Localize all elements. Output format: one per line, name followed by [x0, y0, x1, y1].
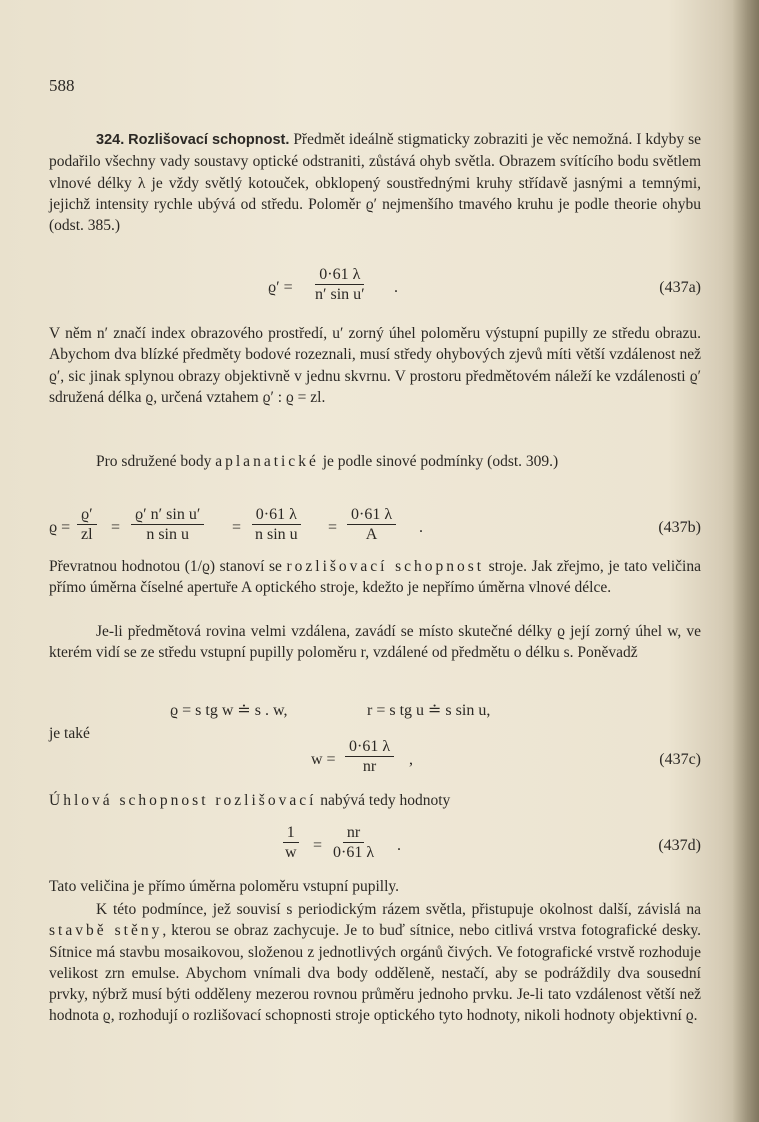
p8-spaced: stavbě stěny	[49, 922, 163, 940]
p3-spaced: aplanatické	[215, 453, 319, 470]
eq-b-equals-3: =	[328, 519, 338, 536]
eq-c-tail: ,	[409, 751, 413, 768]
eq-a-label: (437a)	[659, 279, 701, 296]
paragraph-3	[49, 451, 701, 472]
eq-b-equals-1: =	[111, 519, 121, 536]
section-intro	[49, 129, 701, 236]
p4-spaced: rozlišovací schopnost	[286, 558, 485, 575]
p3-after: je podle sinové podmínky (odst. 309.)	[322, 453, 559, 470]
eq-b-f1-num: ϱ′	[77, 505, 97, 525]
eq-c-denominator: nr	[362, 758, 377, 775]
eq-b-label: (437b)	[658, 519, 701, 536]
paragraph-5: Je-li předmětová rovina velmi vzdálena, zavádí se místo skutečné délky ϱ její zorný úhel w, ve kterém vidí se ze středu vstupní pupilly poloměru r, vzdálené od předmětu o délku s. Poněvadž	[49, 623, 701, 662]
p4-before: Převratnou hodnotou (1/ϱ) stanoví se	[49, 558, 282, 575]
p8-before: K této podmínce, jež souvisí s periodickým rázem světla, přistupuje okolnost další, závislá na	[96, 901, 701, 918]
eq-rel-right: r = s tg u ≐ s sin u,	[367, 702, 491, 719]
eq-a-lhs: ϱ′ =	[268, 279, 293, 296]
eq-b-f2-den: n sin u	[146, 526, 189, 543]
eq-d-f2-den: 0·61 λ	[333, 844, 375, 861]
eq-b-f1-den: zl	[81, 526, 93, 543]
paragraph-7: Tato veličina je přímo úměrna poloměru vstupní pupilly.	[49, 878, 400, 895]
section-intro-text: Předmět ideálně stigmaticky zobraziti je věc nemožná. I kdyby se podařilo všechny vady soustavy optické odstraniti, zůstává ohyb světla. Obrazem svítícího bodu světlem vlnové délky λ je vždy světlý kotouček, obklopený soustřednými kruhy střídavě jasnými a temnými, jejichž intensity rychle ubývá od středu. Poloměr ϱ′ nejmenšího tmavého kruhu je podle theorie ohybu (odst. 385.)	[49, 131, 701, 235]
p6-after: nabývá tedy hodnoty	[320, 792, 451, 809]
p6-spaced: Úhlová schopnost rozlišovací	[49, 792, 317, 809]
eq-d-fraction-1	[281, 823, 301, 862]
equation-437a	[49, 265, 701, 309]
eq-b-lhs: ϱ =	[49, 519, 71, 536]
eq-d-label: (437d)	[658, 837, 701, 854]
equation-437c	[49, 737, 701, 781]
eq-b-f4-den: A	[365, 526, 378, 543]
eq-d-equals: =	[313, 837, 323, 854]
eq-b-f3-num: 0·61 λ	[252, 505, 301, 525]
je-take-label: je také	[49, 725, 90, 742]
p8-after: , kterou se obraz zachycuje. Je to buď sítnice, nebo citlivá vrstva fotografické desky. Sítnice má stavbu mosaikovou, složenou z jednotlivých orgánů čivých. Ve fotografické vrstvě rozhoduje velikost zrn emulse. Abychom vnímali dva body odděleně, nestačí, aby se podráždily dva sousední prvky, nýbrž musí býti odděleny mezerou rovnou průměru jednoho prvku. Je-li tato vzdálenost větší než hodnota ϱ, rozhodují o rozlišovací schopnosti stroje optického tyto hodnoty, nikoli hodnoty objektivní ϱ.	[49, 922, 701, 1025]
eq-c-lhs: w =	[311, 751, 336, 768]
p4-after: stroje. Jak zřejmo, je tato veličina přímo úměrna číselné apertuře A optického stroje, kdežto je nepřímo úměrna vlnové délce.	[49, 558, 701, 597]
paragraph-6	[49, 790, 701, 811]
section-title: Rozlišovací schopnost.	[128, 132, 290, 148]
eq-rel-left: ϱ = s tg w ≐ s . w,	[170, 702, 288, 719]
eq-b-f4-num: 0·61 λ	[347, 505, 396, 525]
equation-437b	[49, 505, 701, 549]
paragraph-8	[49, 899, 701, 1027]
eq-b-fraction-3	[251, 505, 302, 544]
eq-b-fraction-2	[131, 505, 204, 544]
paragraph-4	[49, 556, 701, 599]
eq-d-f1-den: w	[285, 844, 297, 861]
eq-d-f2-num: nr	[343, 823, 364, 843]
eq-a-denominator: n′ sin u′	[315, 286, 365, 303]
eq-a-numerator: 0·61 λ	[315, 265, 364, 285]
section-number: 324.	[96, 132, 125, 148]
eq-b-equals-2: =	[232, 519, 242, 536]
eq-b-tail: .	[419, 519, 423, 536]
eq-c-label: (437c)	[659, 751, 701, 768]
eq-b-f2-num: ϱ′ n′ sin u′	[131, 505, 204, 525]
eq-b-fraction-4	[347, 505, 396, 544]
eq-a-fraction	[311, 265, 369, 304]
eq-c-fraction	[345, 737, 394, 776]
eq-d-f1-num: 1	[283, 823, 299, 843]
equation-relations	[49, 700, 701, 724]
page-edge-shadow	[733, 0, 759, 1122]
p3-before: Pro sdružené body	[96, 453, 212, 470]
eq-a-tail: .	[394, 279, 398, 296]
eq-b-fraction-1	[77, 505, 97, 544]
eq-b-f3-den: n sin u	[255, 526, 298, 543]
eq-d-fraction-2	[329, 823, 378, 862]
page-number: 588	[49, 76, 75, 95]
eq-c-numerator: 0·61 λ	[345, 737, 394, 757]
equation-437d	[49, 823, 701, 867]
eq-d-tail: .	[397, 837, 401, 854]
paragraph-2: V něm n′ značí index obrazového prostředí, u′ zorný úhel poloměru výstupní pupilly ze středu obrazu. Abychom dva blízké předměty bodové rozeznali, musí středy ohybových zjevů míti větší vzdálenost než ϱ′, sic jinak splynou obrazy objektivně v jednu skvrnu. V prostoru předmětovém náleží ke vzdálenosti ϱ′ sdružená délka ϱ, určená vztahem ϱ′ : ϱ = zl.	[49, 325, 701, 406]
